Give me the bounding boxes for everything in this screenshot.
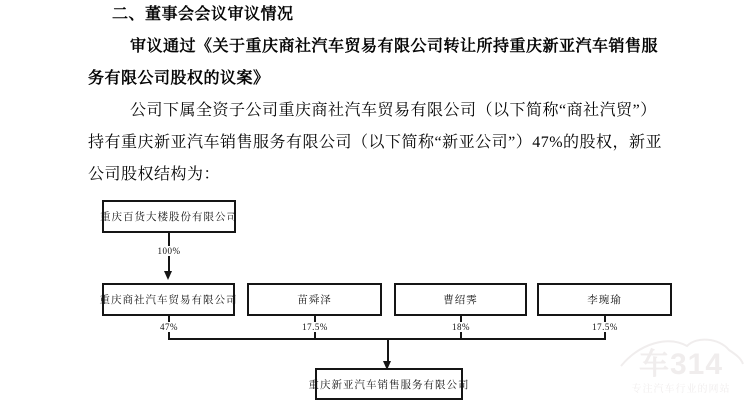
- section-heading: 二、董事会会议审议情况: [112, 6, 294, 23]
- org-box-target-label: 重庆新亚汽车销售服务有限公司: [308, 379, 470, 391]
- pct-label-3: 18%: [452, 322, 470, 332]
- watermark-tagline: 专注汽车行业的网站: [631, 384, 731, 395]
- org-box-parent-company: [102, 200, 236, 233]
- pct-label-4: 17.5%: [592, 322, 618, 332]
- body-line-3: 公司股权结构为：: [88, 166, 221, 183]
- arrowhead-down-icon: [164, 271, 172, 280]
- org-box-shareholder-1-label: 重庆商社汽车贸易有限公司: [99, 295, 238, 306]
- ownership-label-100: 100%: [157, 246, 181, 256]
- org-box-shareholder-1: [99, 283, 238, 316]
- org-box-target-company: [308, 368, 470, 400]
- body-line-2: 持有重庆新亚汽车销售服务有限公司（以下简称“新亚公司”）47%的股权，新亚: [88, 134, 663, 151]
- org-box-parent-label: 重庆百货大楼股份有限公司: [100, 212, 238, 223]
- watermark-text: 车314: [638, 348, 724, 381]
- resolution-line-1: 审议通过《关于重庆商社汽车贸易有限公司转让所持重庆新亚汽车销售服: [130, 38, 659, 55]
- pct-label-1: 47%: [160, 322, 178, 332]
- org-box-shareholder-4: [537, 283, 672, 316]
- pct-label-2: 17.5%: [302, 322, 328, 332]
- connector-target-vertical: [387, 338, 389, 362]
- org-box-shareholder-2: [247, 283, 382, 316]
- org-box-shareholder-2-label: 苗舜泽: [297, 295, 332, 306]
- body-line-1: 公司下属全资子公司重庆商社汽车贸易有限公司（以下简称“商社汽贸”）: [130, 102, 657, 119]
- watermark-logo: [617, 330, 745, 416]
- org-box-shareholder-4-label: 李琬瑜: [587, 295, 622, 306]
- org-box-shareholder-3-label: 曹绍霁: [443, 295, 478, 306]
- resolution-line-2: 务有限公司股权的议案》: [88, 70, 270, 87]
- org-box-shareholder-3: [394, 283, 527, 316]
- watermark-car-outline-icon: [617, 330, 745, 370]
